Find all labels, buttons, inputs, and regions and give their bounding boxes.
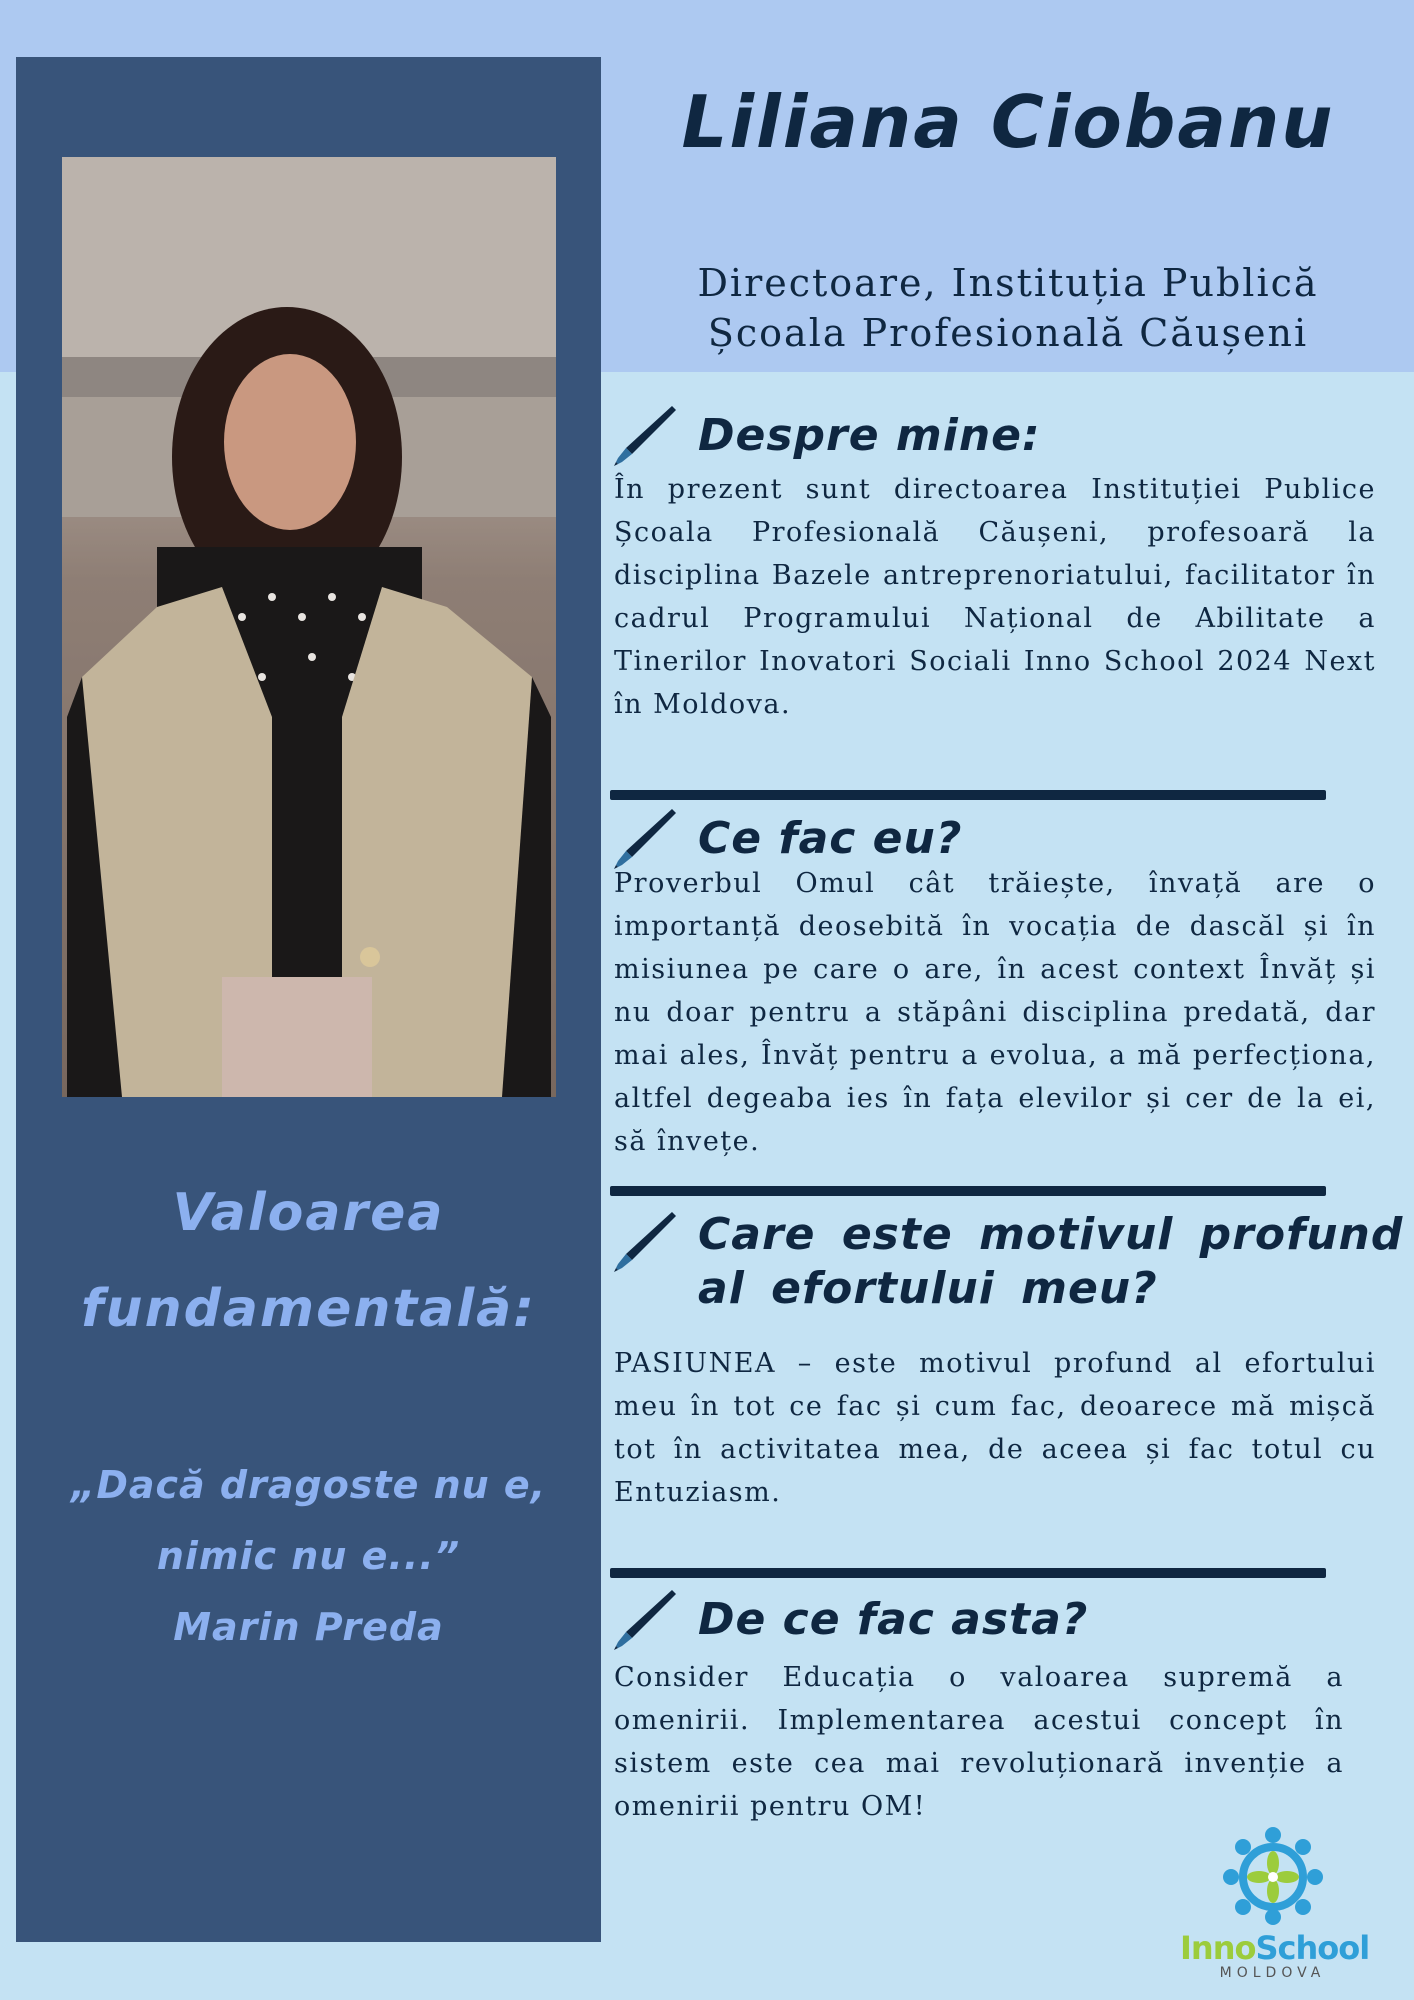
section-body-despre-mine: În prezent sunt directoarea Instituției Publice Școala Profesională Căușeni, profesoară la disciplina Bazele antreprenoriatului, facilitator în cadrul Programului Național de Abilitate a Tinerilor Inovatori Sociali Inno School 2024 Next în Moldova.: [614, 474, 1376, 720]
section-title-line2: al efortului meu?: [698, 1263, 1158, 1314]
value-title-line2: fundamentală:: [80, 1279, 537, 1339]
value-title-line1: Valoarea: [172, 1183, 445, 1243]
section-body-motivul: PASIUNEA – este motivul profund al efortului meu în tot ce fac și cum fac, deoarece mă mișcă tot în activitatea mea, de aceea și fac totul cu Entuziasm.: [614, 1348, 1376, 1508]
section-title-line1: Care este motivul profund: [698, 1209, 1404, 1260]
value-title: [16, 1165, 601, 1357]
role-line1: Directoare, Instituția Publică: [697, 261, 1319, 305]
quote: [16, 1450, 601, 1663]
person-name: Liliana Ciobanu: [681, 80, 1335, 164]
logo-brand-inno: Inno: [1180, 1929, 1256, 1967]
logo-brand-school: School: [1255, 1929, 1370, 1967]
logo-brand: [1180, 1929, 1370, 1967]
section-title-despre-mine: [612, 402, 1041, 468]
role-line2: Școala Profesională Căușeni: [707, 311, 1309, 355]
section-title-text: De ce fac asta?: [698, 1593, 1089, 1645]
divider: [610, 1186, 1326, 1196]
person-role: [602, 258, 1414, 358]
section-title-text: Despre mine:: [698, 409, 1041, 461]
people-circle-icon: [1218, 1825, 1328, 1925]
divider: [610, 790, 1326, 800]
section-title-de-ce: [612, 1586, 1088, 1652]
divider: [610, 1568, 1326, 1578]
logo-country: MOLDOVA: [1219, 1965, 1326, 1981]
quote-author: Marin Preda: [173, 1605, 444, 1649]
section-title-motivul: [612, 1208, 1403, 1316]
quote-line1: „Dacă dragoste nu e,: [70, 1463, 547, 1507]
quote-line2: nimic nu e...”: [156, 1534, 461, 1578]
innoschool-logo: [1180, 1825, 1370, 1990]
profile-photo: [62, 157, 556, 1097]
pen-icon: [612, 402, 678, 468]
pen-icon: [612, 1586, 678, 1652]
section-body-ce-fac-eu: Proverbul Omul cât trăiește, învață are o importanță deosebită în vocația de dascăl și în misiunea pe care o are, în acest context Învăț și nu doar pentru a stăpâni disciplina predată, dar mai ales, Învăț pentru a evolua, a mă perfecționa, altfel degeaba ies în fața elevilor și cer de la ei, să învețe.: [614, 868, 1376, 1157]
pen-icon: [612, 1208, 678, 1274]
section-body-de-ce: Consider Educația o valoarea supremă a omenirii. Implementarea acestui concept în sistem este cea mai revoluționară invenție a omenirii pentru OM!: [614, 1662, 1344, 1822]
section-title-text: Ce fac eu?: [698, 812, 963, 864]
